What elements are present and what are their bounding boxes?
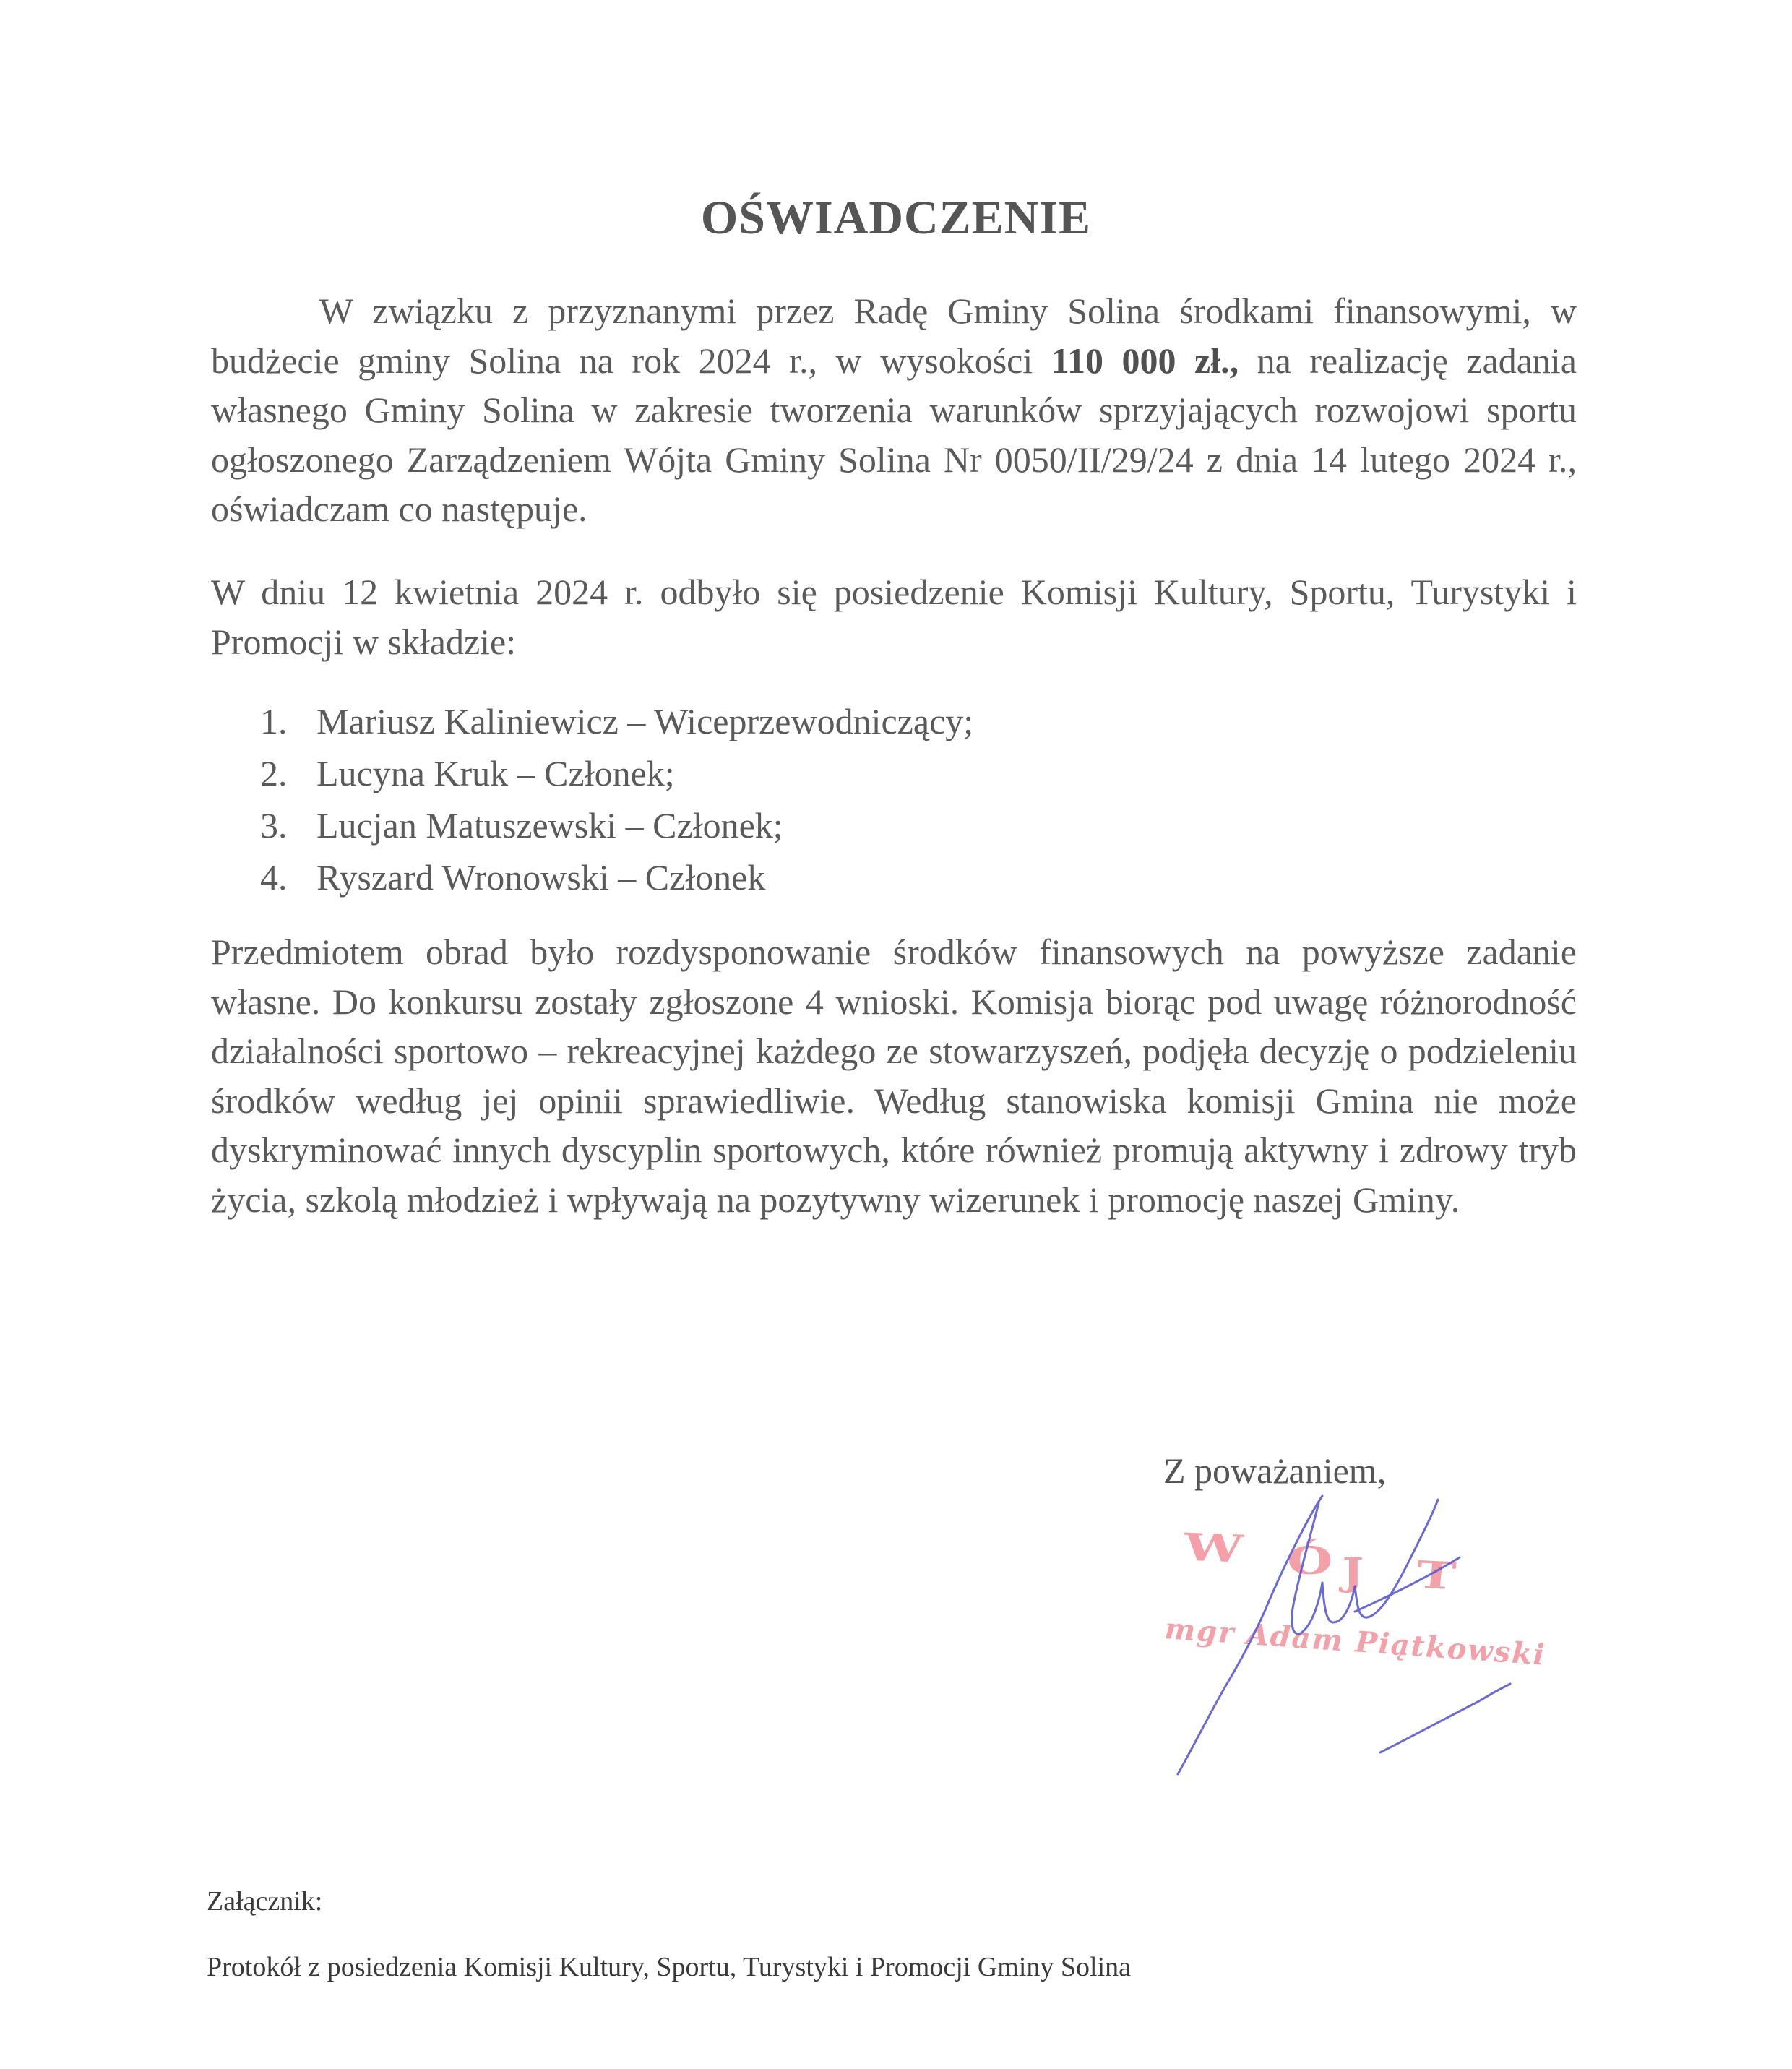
funding-amount: 110 000 zł., xyxy=(1051,340,1239,381)
list-item-text: Ryszard Wronowski – Członek xyxy=(316,857,766,898)
paragraph-funding-text-1: W związku z przyznanymi przez Radę Gminy Solina środkami finansowymi, w budżecie gminy Solina na rok 2024 r., w wysokości xyxy=(211,291,1577,381)
list-item-number: 4. xyxy=(260,857,288,898)
list-item-text: Mariusz Kaliniewicz – Wiceprzewodniczący; xyxy=(316,701,974,741)
stamp-letter-o: Ó xyxy=(1286,1539,1333,1583)
list-item-number: 3. xyxy=(260,805,288,846)
attachment-label: Załącznik: xyxy=(207,1886,323,1917)
paragraph-funding xyxy=(211,286,1577,534)
attachment-item: Protokół z posiedzenia Komisji Kultury, Sportu, Turystyki i Promocji Gminy Solina xyxy=(207,1952,1131,1982)
stamp-letter-t: T xyxy=(1414,1552,1458,1599)
paragraph-meeting: W dniu 12 kwietnia 2024 r. odbyło się posiedzenie Komisji Kultury, Sportu, Turystyki i Promocji w składzie: xyxy=(211,572,1577,662)
signature-icon xyxy=(1156,1489,1532,1792)
list-item-number: 1. xyxy=(260,701,288,741)
stamp-letter-w: W xyxy=(1182,1525,1245,1572)
stamp-name: mgr Adam Piątkowski xyxy=(1163,1612,1547,1672)
list-item xyxy=(260,695,973,747)
paragraph-deliberation: Przedmiotem obrad było rozdysponowanie środków finansowych na powyższe zadanie własne. Do konkursu zostały zgłoszone 4 wnioski. Komisja biorąc pod uwagę różnorodność działalności sportowo – rekreacyjnej każdego ze stowarzyszeń, podjęła decyzję o podzieleniu środków według jej opinii sprawiedliwie. Według stanowiska komisji Gmina nie może dyskryminować innych dyscyplin sportowych, które również promują aktywny i zdrowy tryb życia, szkolą młodzież i wpływają na pozytywny wizerunek i promocję naszej Gminy. xyxy=(211,932,1577,1220)
list-item xyxy=(260,747,973,799)
list-item-text: Lucyna Kruk – Członek; xyxy=(316,753,675,793)
document-title: OŚWIADCZENIE xyxy=(700,192,1092,244)
paragraph-funding-text-2: na realizację zadania własnego Gminy Solina w zakresie tworzenia warunków sprzyjających rozwojowi sportu ogłoszonego Zarządzeniem Wójta Gminy Solina Nr 0050/II/29/24 z dnia 14 lutego 2024 r., oświadczam co następuje. xyxy=(211,340,1577,529)
stamp-letter-j: J xyxy=(1342,1550,1364,1594)
list-item-text: Lucjan Matuszewski – Członek; xyxy=(316,805,783,846)
committee-members-list xyxy=(260,695,973,903)
list-item-number: 2. xyxy=(260,753,288,793)
closing-salutation: Z poważaniem, xyxy=(1163,1450,1387,1491)
list-item xyxy=(260,799,973,851)
list-item xyxy=(260,851,973,903)
